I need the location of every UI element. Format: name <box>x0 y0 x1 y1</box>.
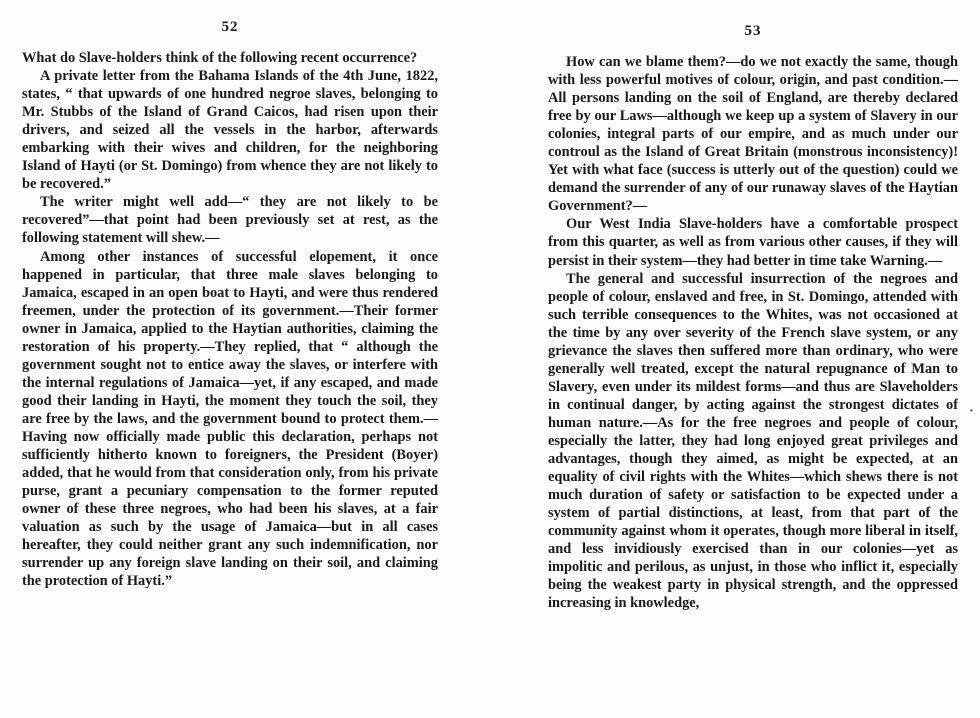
margin-mark: · <box>969 404 974 419</box>
paragraph: Among other instances of successful elopement, it once happened in particular, that three male slaves belonging to Jamaica, escaped in an open boat to Hayti, and were thus rendered freemen, under the protection of its government.—Their former owner in Jamaica, applied to the Haytian authorities, claiming the restoration of his property.—They replied, that “ although the government sought not to entice away the slaves, or interfere with the internal regulations of Jamaica—yet, if any escaped, and made good their landing in Hayti, the moment they touch the soil, they are free by the laws, and the government bound to protect them.—Having now officially made public this declaration, perhaps not sufficiently hitherto known to foreigners, the President (Boyer) added, that he would from that consideration only, from his private purse, grant a pecuniary compensation to the former reputed owner of these three negroes, who had been his slaves, at a fair valuation as such by the usage of Jamaica—but in all cases hereafter, they could neither grant any such indemnification, nor surrender up any foreign slave landing on their soil, and claiming the protection of Hayti.” <box>22 248 438 590</box>
paragraph: The general and successful insurrection of the negroes and people of colour, enslaved and free, in St. Domingo, attended with such terrible consequences to the Whites, was not occasioned at the time by any over severity of the French slave system, or any grievance the slaves then suffered more than ordinary, who were generally well treated, except the natural repugnance of Man to Slavery, even under its mildest forms—and thus are Slaveholders in continual danger, by acting against the strongest dictates of human nature.—As for the free negroes and people of colour, especially the latter, they had long enjoyed great privileges and advantages, though they aimed, as might be expected, at an equality of civil rights with the Whites—which shews there is not much duration of safety or satisfaction to be expected under a system of partial distinctions, at least, from that part of the community against whom it operates, though more liberal in itself, and less invidiously exercised than in our colonies—yet as impolitic and perilous, as unjust, in those who inflict it, especially being the weakest party in physical strength, and the oppressed increasing in knowledge, <box>548 270 958 612</box>
left-page <box>22 0 438 718</box>
right-page <box>548 0 958 718</box>
paragraph: What do Slave-holders think of the following recent occurrence? <box>22 50 418 66</box>
paragraph: The writer might well add—“ they are not likely to be recovered”—that point had been previously set at rest, as the following statement will shew.— <box>22 194 438 247</box>
left-page-text <box>22 49 438 590</box>
page-number-left: 52 <box>221 19 239 35</box>
paragraph: A private letter from the Bahama Islands of the 4th June, 1822, states, “ that upwards of one hundred negroe slaves, belonging to Mr. Stubbs of the Island of Grand Caicos, had risen upon their drivers, and seized all the vessels in the harbor, afterwards embarking with their wives and children, for the neighboring Island of Hayti (or St. Domingo) from whence they are not likely to be recovered.” <box>22 68 438 193</box>
page-number-right: 53 <box>744 23 762 39</box>
paragraph: Our West India Slave-holders have a comfortable prospect from this quarter, as well as from various other causes, if they will persist in their system—they had better in time take Warning.— <box>548 216 958 269</box>
paragraph: How can we blame them?—do we not exactly the same, though with less powerful motives of colour, origin, and past condition.—All persons landing on the soil of England, are thereby declared free by our Laws—although we keep up a system of Slavery in our colonies, integral parts of our empire, and as much under our controul as the Island of Great Britain (monstrous inconsistency)! Yet with what face (success is utterly out of the question) could we demand the surrender of any of our runaway slaves of the Haytian Government?— <box>548 54 958 215</box>
right-page-text <box>548 53 958 612</box>
